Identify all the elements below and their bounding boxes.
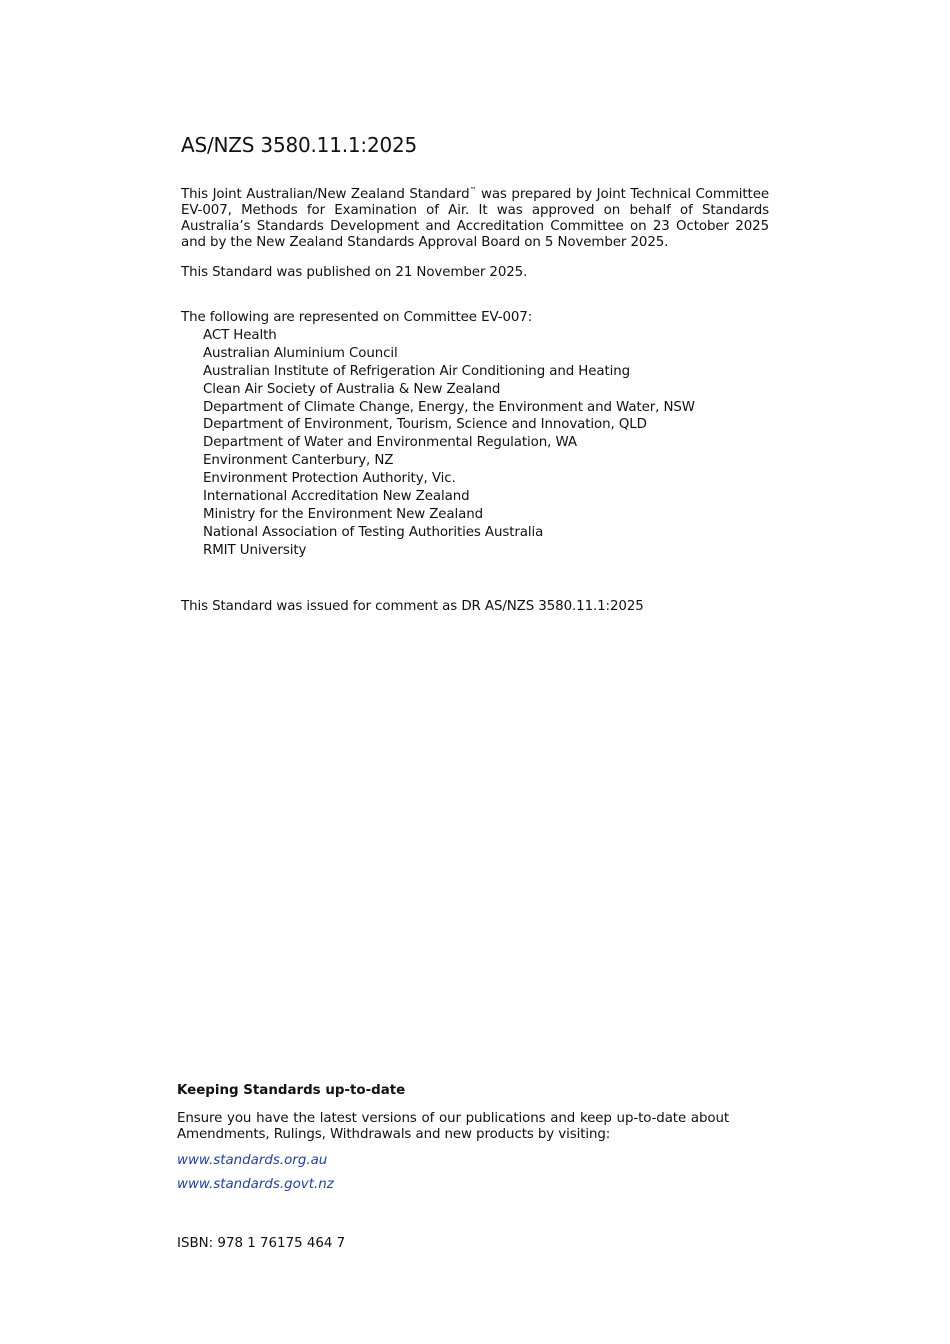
preparation-paragraph: [181, 187, 769, 251]
trademark-symbol: ™: [469, 186, 477, 194]
publication-date-text: This Standard was published on 21 November 2025.: [181, 265, 528, 280]
preparation-text-start: This Joint Australian/New Zealand Standard: [181, 187, 470, 202]
committee-member: Australian Institute of Refrigeration Air Conditioning and Heating: [203, 363, 631, 379]
committee-member: Clean Air Society of Australia & New Zealand: [203, 381, 501, 397]
committee-member: Ministry for the Environment New Zealand: [203, 506, 484, 522]
committee-member: Department of Climate Change, Energy, the Environment and Water, NSW: [203, 399, 695, 415]
committee-member-list: [181, 327, 695, 560]
preparation-text-end: was prepared by Joint Technical Committee EV-007, Methods for Examination of Air. It was approved on behalf of Standards Australia’s Standards Development and Accreditation Committee on 23 October 2025 and by the New Zealand Standards Approval Board on 5 November 2025.: [181, 187, 769, 250]
committee-member: Environment Protection Authority, Vic.: [203, 471, 456, 487]
keeping-up-to-date-text: Ensure you have the latest versions of our publications and keep up-to-date about Amendments, Rulings, Withdrawals and new products by visiting:: [177, 1111, 729, 1142]
keeping-up-to-date-heading: Keeping Standards up-to-date: [177, 1083, 406, 1098]
standards-new-zealand-link[interactable]: www.standards.govt.nz: [177, 1177, 334, 1192]
committee-member: RMIT University: [203, 542, 307, 558]
committee-member: National Association of Testing Authorities Australia: [203, 524, 544, 540]
committee-member: ACT Health: [203, 328, 277, 343]
committee-heading: The following are represented on Committee EV-007:: [181, 310, 533, 325]
committee-member: Department of Water and Environmental Regulation, WA: [203, 435, 577, 451]
committee-section: [181, 309, 695, 560]
document-title: AS/NZS 3580.11.1:2025: [181, 133, 418, 157]
committee-member: Department of Environment, Tourism, Science and Innovation, QLD: [203, 417, 647, 433]
isbn-text: ISBN: 978 1 76175 464 7: [177, 1236, 346, 1251]
committee-member: Environment Canterbury, NZ: [203, 453, 394, 469]
issued-for-comment-text: This Standard was issued for comment as DR AS/NZS 3580.11.1:2025: [181, 599, 644, 614]
standards-australia-link[interactable]: www.standards.org.au: [177, 1153, 328, 1168]
committee-member: International Accreditation New Zealand: [203, 489, 470, 505]
committee-member: Australian Aluminium Council: [203, 345, 398, 361]
